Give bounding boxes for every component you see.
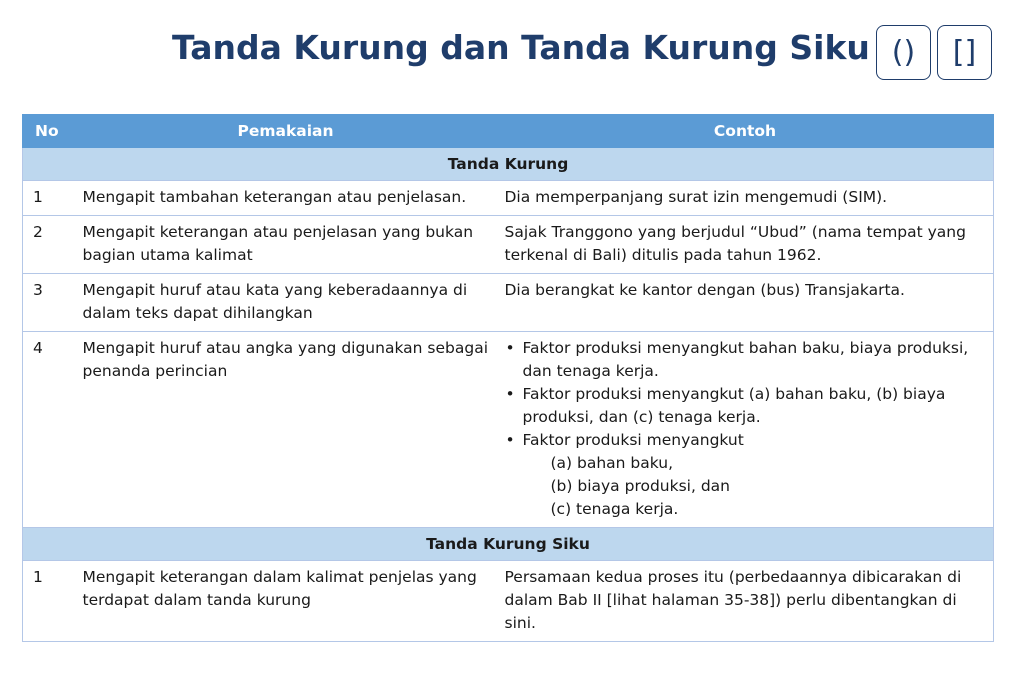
section-row-tanda-kurung — [23, 148, 994, 181]
square-brackets-symbol-badge: [] — [937, 25, 992, 80]
header-contoh: Contoh — [497, 115, 994, 148]
table-row — [23, 274, 994, 332]
row-number: 4 — [23, 332, 75, 528]
section-title: Tanda Kurung — [23, 148, 994, 181]
section-title: Tanda Kurung Siku — [23, 528, 994, 561]
row-contoh: Dia berangkat ke kantor dengan (bus) Transjakarta. — [497, 274, 994, 332]
row-contoh: Sajak Tranggono yang berjudul “Ubud” (nama tempat yang terkenal di Bali) ditulis pada tahun 1962. — [497, 216, 994, 274]
bullet-item: • Faktor produksi menyangkut bahan baku, biaya produksi, dan tenaga kerja. — [505, 337, 986, 383]
row-contoh: Persamaan kedua proses itu (perbedaannya dibicarakan di dalam Bab II [lihat halaman 35-38]) perlu dibentangkan di sini. — [497, 561, 994, 642]
header-no: No — [23, 115, 75, 148]
row-pemakaian: Mengapit keterangan atau penjelasan yang bukan bagian utama kalimat — [75, 216, 497, 274]
row-contoh: Dia memperpanjang surat izin mengemudi (SIM). — [497, 181, 994, 216]
row-number: 1 — [23, 181, 75, 216]
table-header-row — [23, 115, 994, 148]
section-row-tanda-kurung-siku — [23, 528, 994, 561]
contoh-bullet-list — [505, 337, 986, 521]
row-pemakaian: Mengapit huruf atau angka yang digunakan sebagai penanda perincian — [75, 332, 497, 528]
table-row — [23, 181, 994, 216]
sub-item: (c) tenaga kerja. — [550, 500, 679, 518]
usage-table — [22, 114, 994, 642]
table-row — [23, 561, 994, 642]
row-pemakaian: Mengapit huruf atau kata yang keberadaannya di dalam teks dapat dihilangkan — [75, 274, 497, 332]
bullet-text: • Faktor produksi menyangkut — [522, 431, 744, 449]
page-title: Tanda Kurung dan Tanda Kurung Siku — [172, 28, 870, 67]
table-row — [23, 216, 994, 274]
row-number: 2 — [23, 216, 75, 274]
bullet-item: • Faktor produksi menyangkut (a) bahan baku, (b) biaya produksi, dan (c) tenaga kerja. — [505, 383, 986, 429]
row-number: 1 — [23, 561, 75, 642]
row-pemakaian: Mengapit tambahan keterangan atau penjelasan. — [75, 181, 497, 216]
sub-item: (b) biaya produksi, dan — [550, 477, 730, 495]
bullet-item — [505, 429, 986, 521]
sub-item: (a) bahan baku, — [550, 454, 674, 472]
header-pemakaian: Pemakaian — [75, 115, 497, 148]
row-number: 3 — [23, 274, 75, 332]
parentheses-symbol-badge: () — [876, 25, 931, 80]
row-pemakaian: Mengapit keterangan dalam kalimat penjelas yang terdapat dalam tanda kurung — [75, 561, 497, 642]
table-row — [23, 332, 994, 528]
row-contoh — [497, 332, 994, 528]
